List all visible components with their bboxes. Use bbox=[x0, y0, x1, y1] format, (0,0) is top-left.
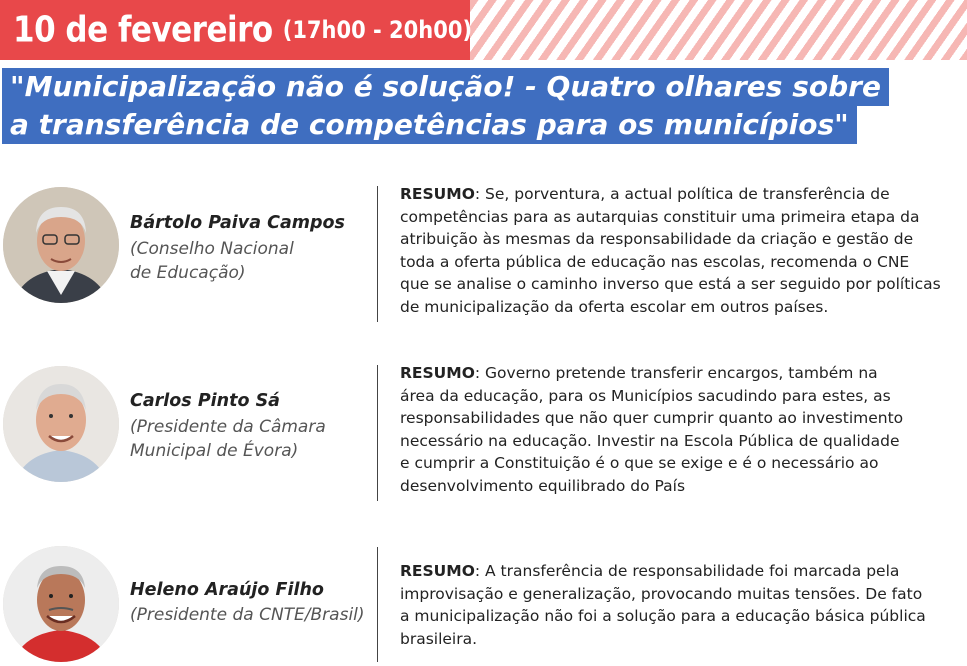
summary-line: : Se, porventura, a actual política de transferência de bbox=[474, 185, 890, 203]
speaker-photo-heleno bbox=[3, 546, 119, 662]
event-title-line-1: "Municipalização não é solução! - Quatro olhares sobre bbox=[2, 68, 889, 106]
speaker-role-line: de Educação) bbox=[130, 263, 246, 283]
summary-line: improvisação e generalização, provocando muitas tensões. De fato bbox=[400, 584, 923, 603]
summary-line: competências para as autarquias constituir uma primeira etapa da bbox=[400, 207, 920, 226]
summary-label: RESUMO bbox=[400, 185, 475, 203]
summary-line: : A transferência de responsabilidade foi marcada pela bbox=[474, 562, 900, 580]
summary-line: área da educação, para os Municípios sacudindo para estes, as bbox=[400, 386, 891, 405]
speaker-summary bbox=[400, 560, 967, 650]
summary-line: e cumprir a Constituição é o que se exige e é o necessário ao bbox=[400, 454, 879, 472]
speaker-name: Bártolo Paiva Campos bbox=[130, 213, 345, 233]
speaker-divider bbox=[377, 186, 378, 322]
summary-line: de municipalização da oferta escolar em outros países. bbox=[400, 297, 829, 316]
summary-line: : Governo pretende transferir encargos, também na bbox=[474, 364, 878, 382]
speaker-divider bbox=[377, 547, 378, 662]
summary-line: toda a oferta pública de educação nas escolas, recomenda o CNE bbox=[400, 252, 910, 271]
speaker-photo-carlos bbox=[3, 366, 119, 482]
event-date: 10 de fevereiro bbox=[13, 9, 273, 51]
summary-line: que se analise o caminho inverso que está a ser seguido por políticas bbox=[400, 275, 941, 293]
speaker-name: Carlos Pinto Sá bbox=[130, 391, 280, 411]
speaker-role-line: (Presidente da CNTE/Brasil) bbox=[130, 605, 365, 625]
summary-line: desenvolvimento equilibrado do País bbox=[400, 476, 686, 495]
decorative-stripes bbox=[470, 0, 967, 60]
event-time: (17h00 - 20h00) bbox=[282, 16, 473, 44]
speaker-name: Heleno Araújo Filho bbox=[130, 580, 324, 600]
speaker-role-line: (Conselho Nacional bbox=[130, 239, 294, 259]
date-banner bbox=[0, 0, 473, 60]
speaker-summary bbox=[400, 183, 967, 318]
summary-label: RESUMO bbox=[400, 364, 475, 382]
summary-label: RESUMO bbox=[400, 562, 475, 580]
speaker-role-line: (Presidente da Câmara bbox=[130, 417, 326, 437]
event-title-line-2: a transferência de competências para os municípios" bbox=[2, 106, 857, 144]
speaker-role-line: Municipal de Évora) bbox=[130, 441, 299, 461]
summary-line: a municipalização não foi a solução para a educação básica pública bbox=[400, 607, 926, 625]
summary-line: brasileira. bbox=[400, 629, 478, 648]
speaker-summary bbox=[400, 362, 967, 497]
summary-line: necessário na educação. Investir na Escola Pública de qualidade bbox=[400, 431, 900, 450]
summary-line: atribuição às mesmas da responsabilidade da criação e gestão de bbox=[400, 230, 914, 248]
speaker-divider bbox=[377, 365, 378, 501]
summary-line: responsabilidades que não quer cumprir quanto ao investimento bbox=[400, 409, 904, 427]
speaker-photo-bartolo bbox=[3, 187, 119, 303]
